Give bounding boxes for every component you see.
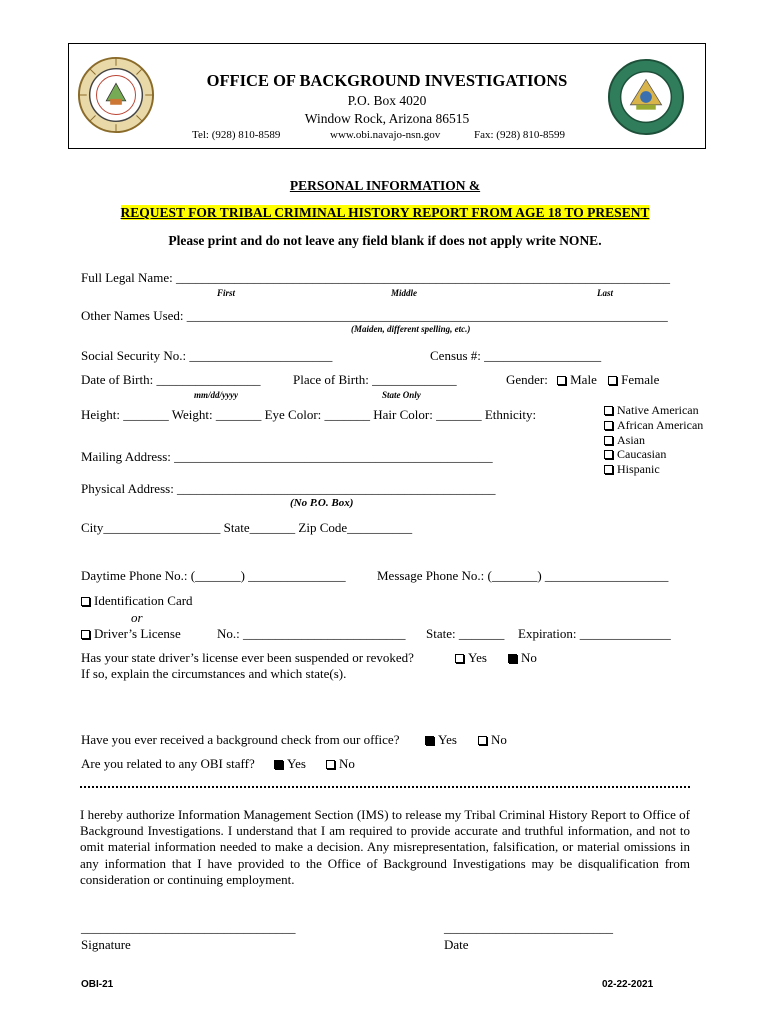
related-no-option[interactable] bbox=[326, 756, 355, 772]
ethnicity-label: African American bbox=[617, 417, 704, 432]
or-label: or bbox=[131, 610, 143, 625]
middle-hint: Middle bbox=[391, 288, 417, 298]
date-label: Date bbox=[444, 937, 469, 952]
checkbox[interactable] bbox=[604, 421, 613, 430]
checkbox[interactable] bbox=[604, 436, 613, 445]
date-line[interactable]: __________________________ bbox=[444, 920, 613, 935]
suspended-no-option[interactable] bbox=[508, 650, 537, 666]
checkbox-checked[interactable] bbox=[508, 654, 517, 663]
suspended-question: Has your state driver’s license ever been suspended or revoked? bbox=[81, 650, 414, 665]
yes-label: Yes bbox=[468, 650, 487, 665]
mailing-address-field[interactable]: Mailing Address: _________________________________________________ bbox=[81, 449, 493, 464]
drivers-license-label: Driver’s License bbox=[94, 626, 181, 641]
ethnicity-list bbox=[604, 403, 703, 477]
letterhead bbox=[68, 43, 706, 149]
gender-label: Gender: bbox=[506, 372, 548, 387]
ethnicity-label: Asian bbox=[617, 432, 645, 447]
authorization-paragraph: I hereby authorize Information Management Section (IMS) to release my Tribal Criminal History Report to Office of Background Investigations. I understand that I am required to provide accurate and truthful information, and not to omit material information needed to make a decision. Any misrepresentation, falsification, or material omissions in any information that I have provided to the Office of Background Investigations may be disqualification from consideration or continuing employment. bbox=[80, 807, 690, 887]
physical-description-fields[interactable]: Height: _______ Weight: _______ Eye Color: _______ Hair Color: _______ Ethnicity: bbox=[81, 407, 537, 422]
website-link[interactable]: www.obi.navajo-nsn.gov bbox=[330, 129, 441, 141]
dob-hint: mm/dd/yyyy bbox=[194, 390, 238, 400]
ethnicity-label: Hispanic bbox=[617, 462, 660, 477]
id-card-option[interactable] bbox=[81, 593, 193, 609]
checkbox[interactable] bbox=[604, 406, 613, 415]
fax: Fax: (928) 810-8599 bbox=[474, 129, 566, 141]
yes-label: Yes bbox=[438, 732, 457, 747]
dob-field[interactable]: Date of Birth: ________________ bbox=[81, 372, 261, 387]
telephone: Tel: (928) 810-8589 bbox=[192, 129, 281, 141]
female-checkbox[interactable] bbox=[608, 376, 617, 385]
pob-field[interactable]: Place of Birth: _____________ bbox=[293, 372, 457, 387]
obi-seal-icon bbox=[607, 58, 685, 136]
form-subtitle-wrap bbox=[0, 205, 770, 221]
physical-address-hint: (No P.O. Box) bbox=[290, 497, 354, 509]
ethnicity-label: Caucasian bbox=[617, 447, 667, 462]
male-label: Male bbox=[570, 372, 597, 387]
id-card-label: Identification Card bbox=[94, 593, 193, 608]
checkbox[interactable] bbox=[326, 760, 335, 769]
related-yes-option[interactable] bbox=[274, 756, 306, 772]
drivers-license-checkbox[interactable] bbox=[81, 630, 90, 639]
license-state-field[interactable]: State: _______ bbox=[426, 626, 505, 641]
physical-address-field[interactable]: Physical Address: _________________________________________________ bbox=[81, 481, 496, 496]
gender-group bbox=[506, 372, 659, 388]
ethnicity-option[interactable] bbox=[604, 462, 703, 477]
ethnicity-option[interactable] bbox=[604, 403, 703, 418]
bg-check-no-option[interactable] bbox=[478, 732, 507, 748]
pob-hint: State Only bbox=[382, 390, 421, 400]
city-state-zip-field[interactable]: City__________________ State_______ Zip Code__________ bbox=[81, 520, 413, 535]
ssn-field[interactable]: Social Security No.: ______________________ bbox=[81, 348, 333, 363]
form-title: PERSONAL INFORMATION & bbox=[289, 178, 481, 193]
ethnicity-option[interactable] bbox=[604, 447, 703, 462]
instructions: Please print and do not leave any field blank if does not apply write NONE. bbox=[168, 233, 602, 248]
census-field[interactable]: Census #: __________________ bbox=[430, 348, 602, 363]
no-label: No bbox=[491, 732, 507, 747]
bg-check-yes-option[interactable] bbox=[425, 732, 457, 748]
city-state: Window Rock, Arizona 86515 bbox=[304, 111, 470, 126]
explain-prompt: If so, explain the circumstances and which state(s). bbox=[81, 666, 347, 681]
revision-date: 02-22-2021 bbox=[602, 979, 654, 990]
signature-line[interactable]: _________________________________ bbox=[81, 920, 296, 935]
ethnicity-option[interactable] bbox=[604, 433, 703, 448]
id-card-checkbox[interactable] bbox=[81, 597, 90, 606]
form-subtitle: REQUEST FOR TRIBAL CRIMINAL HISTORY REPORT FROM AGE 18 TO PRESENT bbox=[120, 205, 650, 220]
daytime-phone-field[interactable]: Daytime Phone No.: (_______) _______________ bbox=[81, 568, 346, 583]
suspended-yes-option[interactable] bbox=[455, 650, 487, 666]
full-name-field[interactable]: Full Legal Name: ____________________________________________________________________________ bbox=[81, 270, 670, 285]
po-box: P.O. Box 4020 bbox=[347, 93, 427, 108]
yes-label: Yes bbox=[287, 756, 306, 771]
no-label: No bbox=[339, 756, 355, 771]
checkbox[interactable] bbox=[604, 465, 613, 474]
related-question: Are you related to any OBI staff? bbox=[81, 756, 255, 771]
ethnicity-option[interactable] bbox=[604, 418, 703, 433]
bg-check-question: Have you ever received a background check from our office? bbox=[81, 732, 400, 747]
female-label: Female bbox=[621, 372, 660, 387]
male-checkbox[interactable] bbox=[557, 376, 566, 385]
checkbox-checked[interactable] bbox=[425, 736, 434, 745]
checkbox-checked[interactable] bbox=[274, 760, 283, 769]
divider bbox=[80, 786, 690, 788]
drivers-license-option[interactable] bbox=[81, 626, 181, 642]
no-label: No bbox=[521, 650, 537, 665]
message-phone-field[interactable]: Message Phone No.: (_______) ___________________ bbox=[377, 568, 669, 583]
other-names-field[interactable]: Other Names Used: __________________________________________________________________________ bbox=[81, 308, 668, 323]
checkbox[interactable] bbox=[478, 736, 487, 745]
office-title: OFFICE OF BACKGROUND INVESTIGATIONS bbox=[206, 71, 568, 90]
license-expiration-field[interactable]: Expiration: ______________ bbox=[518, 626, 671, 641]
checkbox[interactable] bbox=[455, 654, 464, 663]
ethnicity-label: Native American bbox=[617, 403, 699, 417]
other-names-hint: (Maiden, different spelling, etc.) bbox=[351, 324, 471, 334]
checkbox[interactable] bbox=[604, 450, 613, 459]
form-number: OBI-21 bbox=[81, 979, 114, 990]
first-hint: First bbox=[217, 288, 236, 298]
license-number-field[interactable]: No.: _________________________ bbox=[217, 626, 406, 641]
signature-label: Signature bbox=[81, 937, 131, 952]
last-hint: Last bbox=[597, 288, 614, 298]
